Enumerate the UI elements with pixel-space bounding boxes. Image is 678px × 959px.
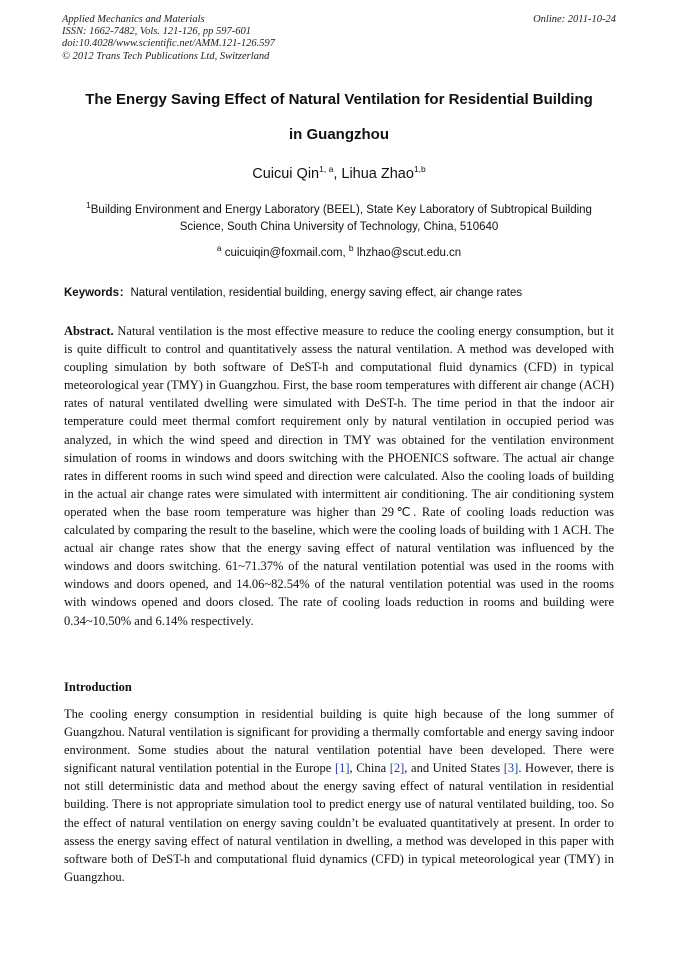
doi-line: doi:10.4028/www.scientific.net/AMM.121-126.597: [62, 38, 275, 50]
email-a: cuicuiqin@foxmail.com,: [221, 247, 349, 259]
introduction-paragraph: [64, 705, 614, 886]
abstract-label: Abstract.: [64, 324, 114, 338]
author-2-name: Lihua Zhao: [341, 166, 414, 182]
citation-link-2[interactable]: [2]: [389, 761, 405, 776]
paper-title-line-2: in Guangzhou: [289, 126, 389, 143]
citation-link-3[interactable]: [3]: [503, 761, 519, 776]
intro-text-3: , and United States: [404, 761, 504, 776]
keywords-label: Keywords：: [64, 287, 131, 299]
keywords: [64, 284, 619, 300]
author-1-name: Cuicui Qin: [252, 166, 320, 182]
introduction-heading: Introduction: [64, 680, 132, 694]
journal-header: [62, 14, 275, 63]
author-separator: ,: [333, 166, 342, 182]
intro-text-1: The cooling energy consumption in residential building is quite high because of the long summer of Guangzhou. Natural ventilation is significant for providing a thermally comfortable and energy saving indoor environment. Some studies about the natural ventilation potential have been developed. There were significant natural ventilation potential in the Europe: [64, 707, 614, 776]
affiliation-line-2: Science, South China University of Technology, China, 510640: [179, 221, 499, 233]
intro-text-2: , China: [349, 761, 390, 776]
email-line: [60, 245, 618, 262]
citation-link-1[interactable]: [1]: [334, 761, 350, 776]
affiliation-line-1: [60, 202, 618, 219]
author-2-affil-sup: 1,b: [413, 164, 426, 175]
author-1-affil-sup: 1, a: [319, 164, 334, 175]
author-list: [0, 166, 678, 182]
issn-line: ISSN: 1662-7482, Vols. 121-126, pp 597-601: [62, 26, 251, 38]
abstract-text: Natural ventilation is the most effective measure to reduce the cooling energy consumption, but it is quite difficult to control and quantitatively assess the natural ventilation. A method was developed with coupling simulation by both software of DeST-h and computational fluid dynamics (CFD) in typical meteorological year (TMY) in Guangzhou. First, the base room temperatures with different air change (ACH) rates of natural ventilated dwelling were simulated with DeST-h. The time period in that the indoor air temperature could meet thermal comfort requirement only by natural ventilation in occupied period was analyzed, in which the wind speed and direction in TMY was obtained for the ventilation environment simulation of rooms in windows and doors switching with the PHOENICS software. The actual air change rates in different rooms in such wind speed and direction were calculated. Also the cooling loads of building in the actual air change rates were simulated with intermittent air conditioning. The air conditioning system operated when the base room temperature was higher than 29℃. Rate of cooling loads reduction was calculated by comparing the result to the baseline, which were the cooling loads of building with 1 ACH. The actual air change rates show that the energy saving effect of natural ventilation was influenced by the windows and doors switching. 61~71.37% of the natural ventilation potential was used in the rooms with windows and doors opened, and 14.06~82.54% of the natural ventilation potential was used in the rooms with windows opened and doors closed. The rate of cooling loads reduction in rooms and building were 0.34~10.50% and 6.14% respectively.: [64, 324, 614, 628]
abstract: [64, 322, 614, 630]
paper-title-line-1: The Energy Saving Effect of Natural Ventilation for Residential Building: [85, 91, 593, 108]
intro-text-4: . However, there is not still deterministic data and method about the energy saving effect of natural ventilation in residential building. There is not appropriate simulation tool to predict energy use of natural ventilated building, too. So the effect of natural ventilation on energy saving couldn’t be evaluated quantitatively at present. In order to assess the energy saving effect of natural ventilation in dwelling, a method was developed in this paper with software both of DeST-h and computational fluid dynamics (CFD) in typical meteorological year (TMY) in Guangzhou.: [64, 761, 615, 884]
email-b: lhzhao@scut.edu.cn: [353, 247, 462, 259]
email-b-sup: b: [348, 243, 354, 254]
email-a-sup: a: [216, 243, 222, 254]
copyright-line: © 2012 Trans Tech Publications Ltd, Switzerland: [62, 50, 270, 62]
online-date: Online: 2011-10-24: [533, 14, 616, 25]
affiliation: [60, 202, 618, 236]
affiliation-text-1: Building Environment and Energy Laboratory (BEEL), State Key Laboratory of Subtropical Building: [90, 204, 592, 216]
journal-name: Applied Mechanics and Materials: [62, 14, 205, 25]
keywords-text: Natural ventilation, residential building, energy saving effect, air change rates: [130, 287, 523, 299]
affiliation-sup: 1: [86, 200, 91, 211]
